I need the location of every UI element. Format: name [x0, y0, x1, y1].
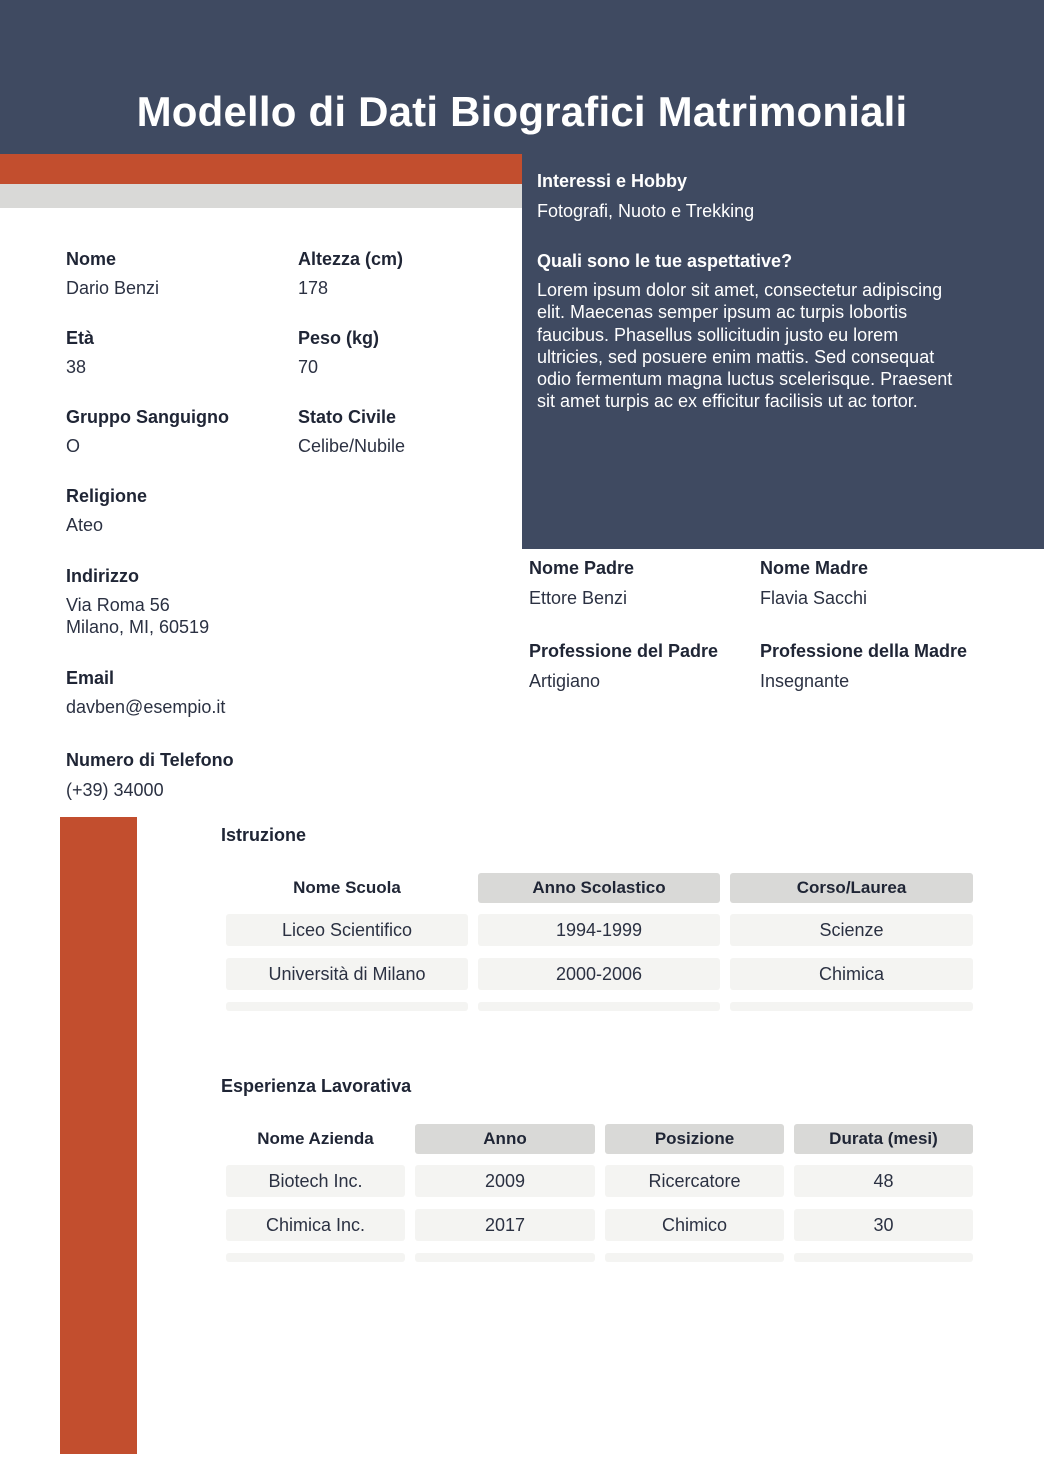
work-header-company: Nome Azienda — [257, 1129, 374, 1148]
father-name-value: Ettore Benzi — [529, 588, 628, 608]
table-cell: 30 — [794, 1209, 973, 1241]
address-line-1: Via Roma 56 — [66, 595, 170, 615]
age-label: Età — [66, 328, 95, 348]
empty-row-cell — [605, 1253, 784, 1262]
hobby-value: Fotografi, Nuoto e Trekking — [537, 201, 755, 221]
education-header-year: Anno Scolastico — [478, 873, 720, 903]
education-header-degree: Corso/Laurea — [730, 873, 973, 903]
blood-group-value: O — [66, 436, 81, 456]
father-job-label: Professione del Padre — [529, 641, 719, 661]
father-name-label: Nome Padre — [529, 558, 635, 578]
phone-label: Numero di Telefono — [66, 750, 234, 770]
table-cell: Chimica — [730, 958, 973, 990]
empty-row-cell — [226, 1002, 468, 1011]
marital-status-label: Stato Civile — [298, 407, 397, 427]
mother-job-value: Insegnante — [760, 671, 850, 691]
table-cell: Biotech Inc. — [226, 1165, 405, 1197]
religion-value: Ateo — [66, 515, 104, 535]
mother-name-value: Flavia Sacchi — [760, 588, 868, 608]
weight-value: 70 — [298, 357, 319, 377]
table-cell: Liceo Scientifico — [226, 914, 468, 946]
work-header-duration: Durata (mesi) — [794, 1124, 973, 1154]
phone-value: (+39) 34000 — [66, 780, 164, 800]
empty-row-cell — [415, 1253, 595, 1262]
age-value: 38 — [66, 357, 87, 377]
expectations-value: Lorem ipsum dolor sit amet, consectetur adipiscing elit. Maecenas semper ipsum ac turpis lobortis faucibus. Phasellus sollicitudin justo eu lorem ultricies, sed posuere enim mattis. Sed consequat odio fermentum magna luctus scelerisque. Praesent sit amet turpis ac ex efficitur facilisis ut ac tortor. — [537, 280, 953, 412]
table-cell: 2009 — [415, 1165, 595, 1197]
empty-row-cell — [478, 1002, 720, 1011]
education-header-school: Nome Scuola — [293, 878, 401, 897]
weight-label: Peso (kg) — [298, 328, 380, 348]
accent-strip — [0, 154, 522, 184]
name-label: Nome — [66, 249, 117, 269]
table-cell: 1994-1999 — [478, 914, 720, 946]
hobby-label: Interessi e Hobby — [537, 171, 688, 191]
table-cell: 2000-2006 — [478, 958, 720, 990]
address-line-2: Milano, MI, 60519 — [66, 617, 210, 637]
work-header-year: Anno — [415, 1124, 595, 1154]
table-cell: Chimica Inc. — [226, 1209, 405, 1241]
father-job-value: Artigiano — [529, 671, 601, 691]
mother-job-label: Professione della Madre — [760, 641, 968, 661]
table-cell: 48 — [794, 1165, 973, 1197]
interests-panel — [522, 154, 1044, 549]
religion-label: Religione — [66, 486, 148, 506]
page-title: Modello di Dati Biografici Matrimoniali — [136, 88, 908, 135]
work-header-position: Posizione — [605, 1124, 784, 1154]
empty-row-cell — [794, 1253, 973, 1262]
address-label: Indirizzo — [66, 566, 139, 586]
education-title: Istruzione — [221, 825, 307, 845]
grey-strip — [0, 184, 522, 208]
empty-row-cell — [226, 1253, 405, 1262]
header-banner — [0, 0, 1044, 154]
expectations-label: Quali sono le tue aspettative? — [537, 251, 793, 271]
accent-sidebar — [60, 817, 137, 1454]
table-cell: Ricercatore — [605, 1165, 784, 1197]
table-cell: Scienze — [730, 914, 973, 946]
email-label: Email — [66, 668, 115, 688]
table-cell: Chimico — [605, 1209, 784, 1241]
marital-status-value: Celibe/Nubile — [298, 436, 406, 456]
mother-name-label: Nome Madre — [760, 558, 869, 578]
name-value: Dario Benzi — [66, 278, 160, 298]
email-value: davben@esempio.it — [66, 697, 226, 717]
height-label: Altezza (cm) — [298, 249, 404, 269]
table-cell: Università di Milano — [226, 958, 468, 990]
empty-row-cell — [730, 1002, 973, 1011]
blood-group-label: Gruppo Sanguigno — [66, 407, 229, 427]
height-value: 178 — [298, 278, 329, 298]
table-cell: 2017 — [415, 1209, 595, 1241]
work-title: Esperienza Lavorativa — [221, 1076, 412, 1096]
